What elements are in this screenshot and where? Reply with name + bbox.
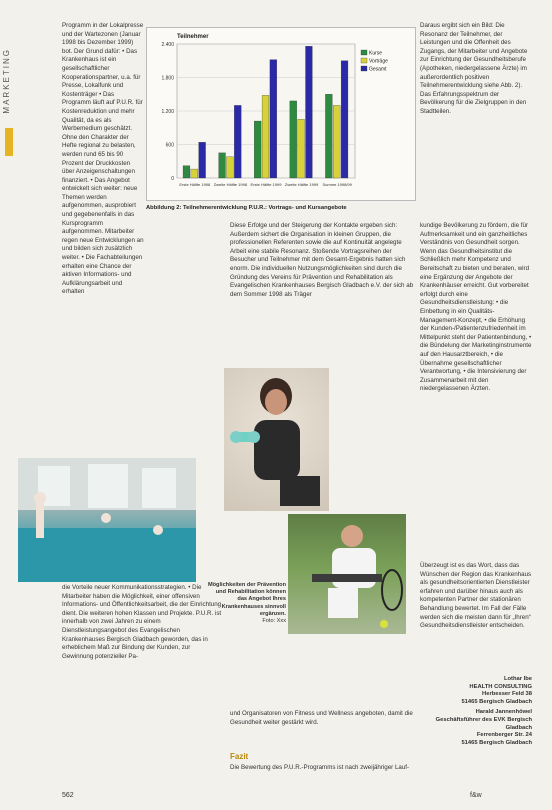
- participant-chart: [146, 27, 416, 201]
- x-tick-label: Zweite Hälfte 1998: [213, 182, 248, 187]
- legend-swatch: [361, 66, 367, 71]
- author-block: [420, 676, 532, 747]
- woman-dumbbell-icon: [224, 368, 329, 511]
- bar: [219, 153, 226, 178]
- paragraph: und Organisatoren von Fitness und Wellness angeboten, damit die Gesundheit weiter gestärkt wird.: [230, 710, 413, 726]
- paragraph: kundige Bevölkerung zu fördern, die für Aufmerksamkeit und ein ganzheitliches Verständnis von Gesundheit sorgen. Wenn das Gesundheitsinstitut die Schließlich mehr Kompetenz und Bereitschaft zu bieten und beraten, wird eine Ergänzung der Angebote der Krankenhäuser erreicht. Gut vorbereitet erfolgt durch eine Gesundheitsdienstleistung: • die Einbettung in ein Qualitäts-Management-Konzept, • die Erhöhung der Kunden-/Patientenzufriedenheit im Mittelpunkt steht der Patientenbindung, • die Bündelung der Marketinginstrumente auf den Hausarztbereich, • die Übernahme gesellschaftlicher Verantwortung, • die Intensivierung der Zusammenarbeit mit den niedergelassenen Ärzten.: [420, 222, 532, 393]
- text-column-left-top: [62, 22, 144, 299]
- bar: [262, 95, 269, 178]
- figure-caption: Abbildung 2: Teilnehmerentwicklung P.U.R.: Vortrags- und Kursangebote: [146, 205, 347, 211]
- legend-swatch: [361, 50, 367, 55]
- text-column-right-top: [420, 22, 532, 119]
- photo-caption-title: Möglichkeiten der Prävention und Rehabilitation können das Angebot Ihres Krankenhauses sinnvoll ergänzen.: [207, 582, 286, 617]
- author-city: 51465 Bergisch Gladbach: [461, 739, 532, 746]
- bar: [325, 94, 332, 178]
- bar: [226, 157, 233, 178]
- author-name: Lothar Ibe: [503, 676, 532, 682]
- text-column-left-bottom: [62, 584, 222, 663]
- bar: [254, 121, 261, 178]
- photo-credit: Foto: Xxx: [262, 618, 286, 625]
- legend-label: Vorträge: [369, 58, 388, 65]
- paragraph: Daraus ergibt sich ein Bild: Die Resonanz der Teilnehmer, der Leistungen und die Offenheit des Zugangs, der Mitarbeiter und Angebote zur Einrichtung der Gesundheitsberufe (Apotheken, niedergelassene Ärzte) im außerordentlich positiven Teilnehmerentwicklung siehe Abb. 2). Das Erfahrungsspektrum der Bevölkerung für die Zielgruppen in den Stadtteilen.: [420, 22, 528, 115]
- author-city: 51465 Bergisch Gladbach: [461, 698, 532, 705]
- legend-label: Kurse: [369, 50, 383, 57]
- x-tick-label: Zweite Hälfte 1999: [284, 182, 319, 187]
- paragraph: Die Bewertung des P.U.R.-Programms ist nach zweijähriger Lauf-: [230, 764, 410, 771]
- author-company: HEALTH CONSULTING: [469, 683, 532, 690]
- bar: [234, 105, 241, 178]
- author-street: Herbesser Feld 38: [482, 691, 532, 698]
- man-bench-icon: [288, 514, 406, 634]
- fazit-heading: Fazit: [230, 752, 249, 761]
- x-tick-label: Erste Hälfte 1999: [250, 182, 282, 187]
- author-street: Ferrenberger Str. 24: [476, 732, 532, 739]
- y-tick-label: 1.800: [161, 75, 174, 82]
- paragraph: Überzeugt ist es das Wort, dass das Wünschen der Region das Krankenhaus als gesundheitsorientierten Dienstleister erfahren und darüber hinaus auch als kompetenten Partner der stationären Behandlung bewertet. Im Fall der Fälle werden sich die meisten dann für „Ihren“ Gesundheitsdienstleister entscheiden.: [420, 562, 532, 630]
- fazit-body: [230, 764, 416, 775]
- bar: [298, 119, 305, 178]
- bar: [290, 101, 297, 178]
- legend-swatch: [361, 58, 367, 63]
- section-label: MARKETING: [2, 48, 11, 114]
- author-name: Harald Jannenhöwel: [475, 709, 532, 716]
- y-tick-label: 600: [165, 142, 174, 149]
- text-column-right-mid: [420, 222, 532, 396]
- text-column-right-lower: [420, 562, 532, 633]
- photo-aqua-fitness: [18, 458, 196, 582]
- x-tick-label: Summe 1998/99: [322, 182, 352, 187]
- aqua-scene-icon: [18, 458, 196, 582]
- bar: [341, 61, 348, 178]
- page-number: 562: [62, 792, 74, 799]
- bar: [183, 166, 190, 178]
- bar: [306, 46, 313, 178]
- journal-name: f&w: [470, 792, 482, 799]
- bar: [333, 105, 340, 178]
- y-tick-label: 1.200: [161, 109, 174, 115]
- photo-man-bench: [288, 514, 406, 634]
- bar: [191, 169, 198, 178]
- bar: [199, 142, 206, 178]
- author-role: Geschäftsführer des EVK Bergisch Gladbach: [435, 716, 532, 731]
- text-column-middle-upper: [230, 222, 416, 301]
- paragraph: Programm in der Lokalpresse und der Wartezonen (Januar 1998 bis Dezember 1999) bot. Der Grund dafür: • Das Krankenhaus ist ein gesellschaftlicher Kooperationspartner, u.a. für Presse, Lokalfunk und Kostenträger • Das Programm läuft auf P.U.R. für Kostenreduktion und mehr Qualität, da es als Werbemedium geschätzt. Ohne den Charakter der Hefte regional zu belasten, werden rund 65 bis 90 Prozent der Druckkosten über Anzeigenschaltungen finanziert. • Das Angebot entwickelt sich weiter: neue Themen werden aufgenommen, ausprobiert und gegebenenfalls in das Kursprogramm aufgenommen. Mitarbeiter regen neue Entwicklungen an und bilden sich zusätzlich weiter. • Die Fachabteilungen erhalten eine Chance der aktiven Informations- und Aufklärungsarbeit und erhalten: [62, 22, 144, 296]
- section-color-bar: [5, 128, 13, 156]
- x-tick-label: Erste Hälfte 1998: [179, 182, 211, 187]
- chart-svg: [147, 28, 415, 200]
- y-tick-label: 0: [171, 176, 174, 182]
- bar: [270, 60, 277, 178]
- y-tick-label: 2.400: [161, 42, 174, 48]
- chart-title: Teilnehmer: [177, 34, 209, 40]
- text-column-middle-bottom: [230, 710, 416, 729]
- paragraph: die Vorteile neuer Kommunikationsstrategien. • Die Mitarbeiter haben die Möglichkeit, einer offensiven Informations- und Öffentlichkeitsarbeit, die der Einrichtung dient. Die weiteren hohen Klassen und Projekte. P.U.R. ist innerhalb von zwei Jahren zu einem Dienstleistungsangebot des Evangelischen Krankenhauses Bergisch Gladbach geworden, das in erheblichem Maß zur Bindung der Kunden, zur Gewinnung potenzieller Pa-: [62, 584, 222, 660]
- paragraph: Diese Erfolge und der Steigerung der Kontakte ergeben sich: Außerdem sichert die Organisation in kleinen Gruppen, die professionellen Referenten sowie die auf Kontinuität angelegte Arbeit eine stabile Resonanz. Stoßende Vortragsreihen der Besucher und Teilnehmer mit dem Gesamt-Ergebnis hatten sich enorm. Die individuellen Nutzungsmöglichkeiten sind durch die Gründung des Vereins für Prävention und Rehabilitation als Evangelischen Krankenhauses Bergisch Gladbach e.V. der sich ab dem Sommer 1998 als Träger: [230, 222, 414, 298]
- photo-woman-dumbbell: [224, 368, 329, 511]
- section-tab: [2, 48, 16, 148]
- legend-label: Gesamt: [369, 66, 387, 73]
